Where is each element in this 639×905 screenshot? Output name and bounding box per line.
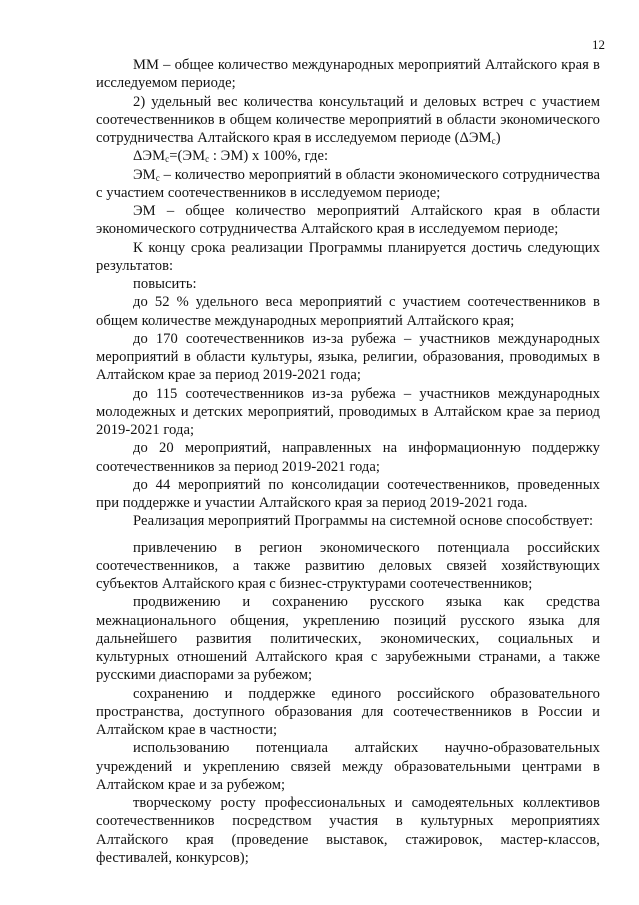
paragraph-9: до 170 соотечественников из-за рубежа – участников международных мероприятий в области культуры, языка, религии, образования, проводимых в Алтайском крае за период 2019-2021 года; <box>96 330 600 384</box>
document-body <box>96 56 600 867</box>
paragraph-8: до 52 % удельного веса мероприятий с участием соотечественников в общем количестве международных мероприятий Алтайского края; <box>96 294 600 329</box>
paragraph-13: Реализация мероприятий Программы на системной основе способствует: <box>133 513 594 530</box>
paragraph-10: до 115 соотечественников из-за рубежа – участников международных молодежных и детских мероприятий, проводимых в Алтайском крае за период 2019-2021 года; <box>96 385 600 438</box>
paragraph-5: ЭМ – общее количество мероприятий Алтайского края в области экономического сотрудничества Алтайского края в исследуемом периоде; <box>96 203 600 238</box>
paragraph-1: ММ – общее количество международных мероприятий Алтайского края в исследуемом периоде; <box>96 57 600 92</box>
paragraph-18: творческому росту профессиональных и самодеятельных коллективов соотечественников посредством участия в культурных мероприятиях Алтайского края (проведение выставок, стажировок, мастер-классов, фестивалей, конкурсов); <box>96 795 600 866</box>
paragraph-17: использованию потенциала алтайских научно-образовательных учреждений и укреплению связей между образовательными центрами в Алтайском крае и за рубежом; <box>96 740 600 793</box>
paragraph-15: продвижению и сохранению русского языка как средства межнационального общения, укреплению позиций русского языка для дальнейшего развития политических, экономических, социальных и культурных отношений Алтайского края с зарубежными странами, а также русскими диаспорами за рубежом; <box>96 594 600 684</box>
page-number: 12 <box>592 37 605 52</box>
paragraph-12: до 44 мероприятий по консолидации соотечественников, проведенных при поддержке и участии Алтайского края за период 2019-2021 года. <box>96 476 600 511</box>
paragraph-11: до 20 мероприятий, направленных на информационную поддержку соотечественников за период 2019-2021 года; <box>96 440 600 475</box>
paragraph-7: повысить: <box>133 276 197 292</box>
paragraph-2: 2) удельный вес количества консультаций и деловых встреч с участием соотечественников в общем количестве мероприятий в области экономического сотрудничества Алтайского края в исследуемом периоде $(\Delta ЭМ_c)$ <box>96 93 600 146</box>
paragraph-4: $ЭМ_c$ – количество мероприятий в области экономического сотрудничества с участием соотечественников в исследуемом периоде; <box>96 166 600 201</box>
paragraph-6: К концу срока реализации Программы планируется достичь следующих результатов: <box>96 239 600 274</box>
paragraph-16: сохранению и поддержке единого российского образовательного пространства, доступного образования для соотечественников в России и Алтайском крае в частности; <box>96 685 600 738</box>
paragraph-14: привлечению в регион экономического потенциала российских соотечественников, а также развитию деловых связей хозяйствующих субъектов Алтайского края с бизнес-структурами соотечественников; <box>96 539 600 592</box>
formula-line: $\Delta ЭМ_c=(ЭМ_c$ : ЭМ) х 100%, где: <box>133 148 329 165</box>
